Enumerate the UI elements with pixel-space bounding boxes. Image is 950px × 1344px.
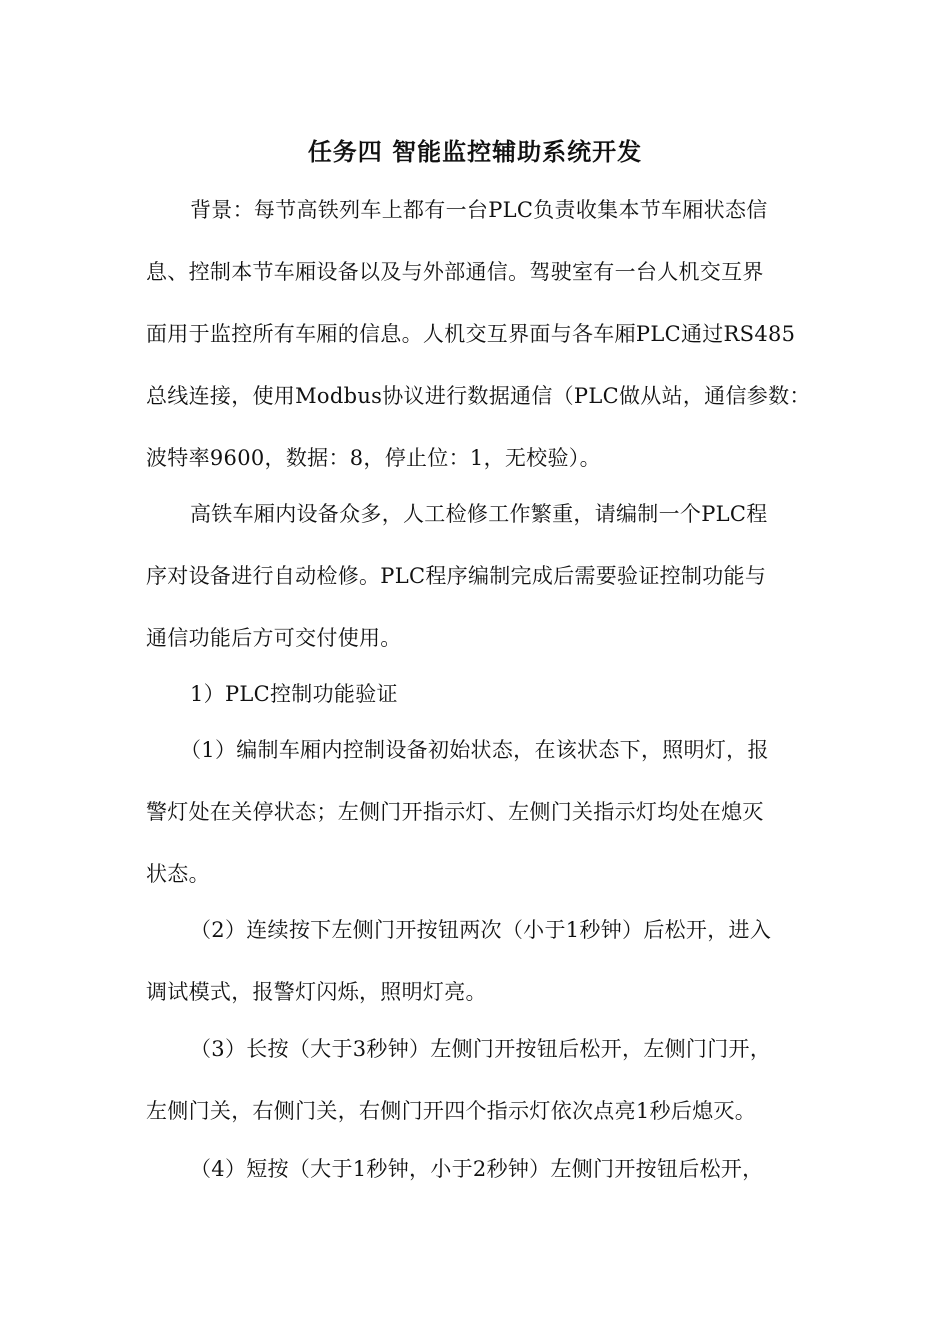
paragraph-line: 左侧门关，右侧门关，右侧门开四个指示灯依次点亮1秒后熄灭。 [146,1099,757,1123]
paragraph-line: 面用于监控所有车厢的信息。人机交互界面与各车厢PLC通过RS485 [146,322,796,346]
paragraph-line: 总线连接，使用Modbus协议进行数据通信（PLC做从站，通信参数： [146,384,811,408]
paragraph-line: （2）连续按下左侧门开按钮两次（小于1秒钟）后松开，进入 [190,918,772,942]
paragraph-line: 序对设备进行自动检修。PLC程序编制完成后需要验证控制功能与 [146,564,767,588]
paragraph-line: 调试模式，报警灯闪烁，照明灯亮。 [146,980,487,1004]
paragraph-line: 状态。 [146,862,210,886]
paragraph-line: 通信功能后方可交付使用。 [146,626,402,650]
paragraph-line: 背景：每节高铁列车上都有一台PLC负责收集本节车厢状态信 [190,198,768,222]
document-title: 任务四 智能监控辅助系统开发 [307,138,643,166]
paragraph-line: 息、控制本节车厢设备以及与外部通信。驾驶室有一台人机交互界 [146,260,764,284]
paragraph-line: 波特率9600，数据：8，停止位：1，无校验）。 [146,446,601,470]
paragraph-line: （3）长按（大于3秒钟）左侧门开按钮后松开，左侧门门开， [190,1037,772,1061]
paragraph-line: 高铁车厢内设备众多，人工检修工作繁重，请编制一个PLC程 [190,502,768,526]
paragraph-line: 警灯处在关停状态；左侧门开指示灯、左侧门关指示灯均处在熄灭 [146,800,764,824]
section-heading: 1）PLC控制功能验证 [190,682,398,706]
paragraph-line: （4）短按（大于1秒钟，小于2秒钟）左侧门开按钮后松开， [190,1157,764,1181]
paragraph-line: （1）编制车厢内控制设备初始状态，在该状态下，照明灯，报 [180,738,769,762]
